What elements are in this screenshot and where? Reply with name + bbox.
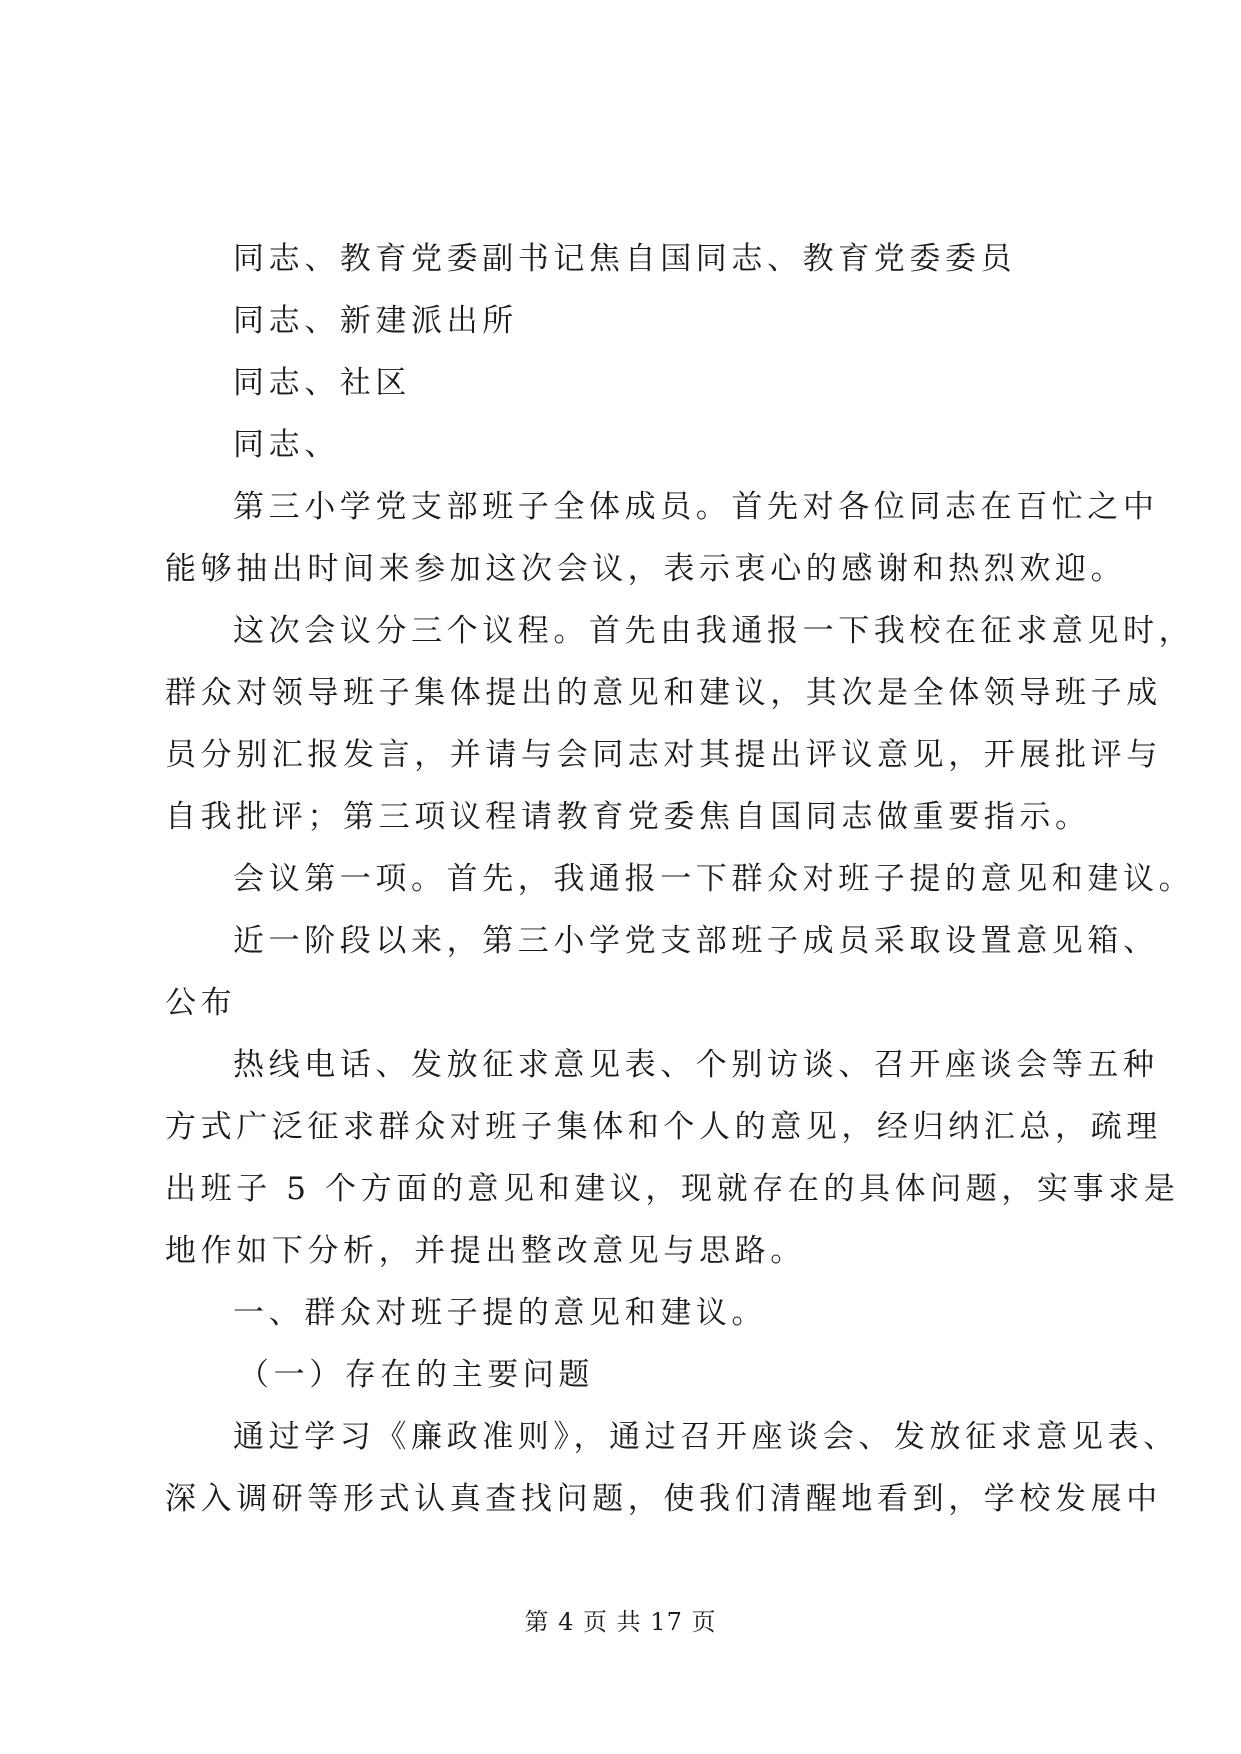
text-line: 通过学习《廉政准则》，通过召开座谈会、发放征求意见表、 <box>233 1419 1179 1455</box>
text-line: 方式广泛征求群众对班子集体和个人的意见，经归纳汇总，疏理 <box>165 1109 1162 1145</box>
subsection-heading: （一）存在的主要问题 <box>238 1357 594 1393</box>
text-line: 同志、教育党委副书记焦自国同志、教育党委委员 <box>233 241 1017 277</box>
text-line: 能够抽出时间来参加这次会议，表示衷心的感谢和热烈欢迎。 <box>165 551 1127 587</box>
text-line: 会议第一项。首先，我通报一下群众对班子提的意见和建议。 <box>233 861 1195 897</box>
text-line: 自我批评；第三项议程请教育党委焦自国同志做重要指示。 <box>165 799 1091 835</box>
text-line: 深入调研等形式认真查找问题，使我们清醒地看到，学校发展中 <box>165 1481 1162 1517</box>
text-line: 这次会议分三个议程。首先由我通报一下我校在征求意见时， <box>233 613 1195 649</box>
text-line: 近一阶段以来，第三小学党支部班子成员采取设置意见箱、 <box>233 923 1159 959</box>
section-heading: 一、群众对班子提的意见和建议。 <box>233 1295 767 1331</box>
text-line: 群众对领导班子集体提出的意见和建议，其次是全体领导班子成 <box>165 675 1162 711</box>
text-line: 第三小学党支部班子全体成员。首先对各位同志在百忙之中 <box>233 489 1159 525</box>
text-line: 热线电话、发放征求意见表、个别访谈、召开座谈会等五种 <box>233 1047 1159 1083</box>
text-line: 地作如下分析，并提出整改意见与思路。 <box>165 1233 806 1269</box>
text-line: 同志、社区 <box>233 365 411 401</box>
document-body <box>165 228 1195 1530</box>
page-number-footer: 第 4 页 共 17 页 <box>524 1608 717 1636</box>
text-line: 同志、新建派出所 <box>233 303 518 339</box>
text-line: 出班子 5 个方面的意见和建议，现就存在的具体问题，实事求是 <box>165 1171 1180 1207</box>
text-line: 公布 <box>165 985 237 1021</box>
text-line: 员分别汇报发言，并请与会同志对其提出评议意见，开展批评与 <box>165 737 1162 773</box>
text-line: 同志、 <box>233 427 340 463</box>
